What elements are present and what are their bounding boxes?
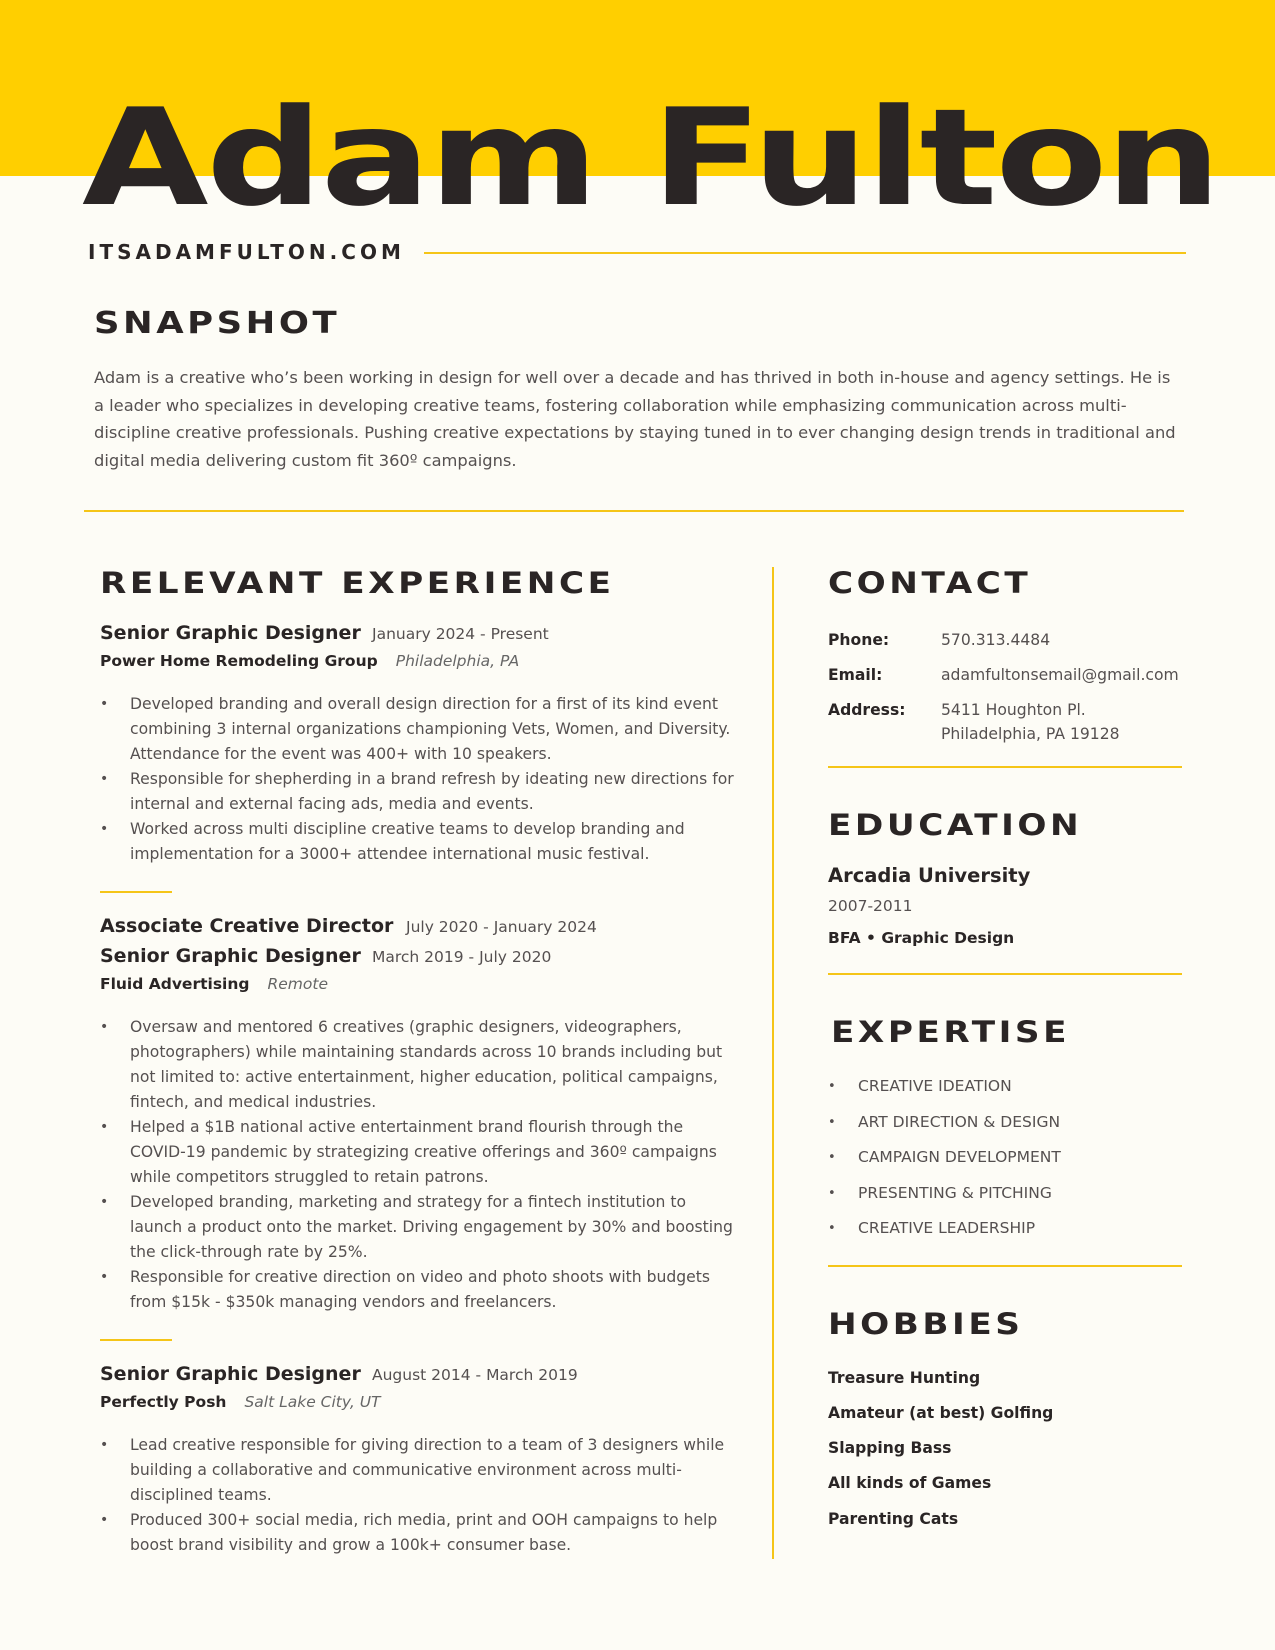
email-label: Email: [828,666,883,684]
hobbies-list [828,1361,1208,1537]
job-date: March 2019 - July 2020 [372,948,552,966]
experience-heading: RELEVANT EXPERIENCE [100,566,615,600]
job-divider [100,891,172,893]
email-value[interactable]: adamfultonsemail@gmail.com [941,666,1179,684]
website-link[interactable]: ITSADAMFULTON.COM [88,240,405,264]
sidebar-divider [828,766,1182,768]
company-name: Fluid Advertising [100,975,250,993]
address-line: 5411 Houghton Pl. [941,701,1086,719]
list-item: • CREATIVE LEADERSHIP [828,1211,1208,1247]
job-location: Remote [267,975,328,993]
company-name: Perfectly Posh [100,1393,227,1411]
job-location: Salt Lake City, UT [244,1393,381,1411]
job-title: Senior Graphic Designer [100,945,361,967]
education-heading: EDUCATION [828,808,1083,842]
education-entry [828,864,1208,947]
list-item: Treasure Hunting [828,1368,981,1387]
list-item: Slapping Bass [828,1439,952,1458]
job-location: Philadelphia, PA [395,652,520,670]
job-entry [100,1363,740,1558]
list-item: • Lead creative responsible for giving direction to a team of 3 designers while building a collaborative and communicative environment across multi-disciplined teams. [100,1433,740,1508]
header-divider [424,252,1186,254]
job-entry [100,915,740,1315]
expertise-heading: EXPERTISE [831,1015,1070,1049]
sidebar [828,566,1208,1537]
address-line: Philadelphia, PA 19128 [941,725,1120,743]
list-item: • Developed branding, marketing and strategy for a fintech institution to launch a product onto the market. Driving engagement by 30% and boosting the click-through rate by 25%. [100,1190,740,1265]
list-item: All kinds of Games [828,1474,992,1493]
sidebar-divider [828,1265,1182,1267]
job-date: January 2024 - Present [372,625,549,643]
list-item: Amateur (at best) Golfing [828,1403,1054,1422]
experience-section [100,566,740,1558]
list-item: • Responsible for creative direction on video and photo shoots with budgets from $15k - $350k managing vendors and freelancers. [100,1265,740,1315]
list-item: • Oversaw and mentored 6 creatives (graphic designers, videographers, photographers) while maintaining standards across 10 brands including but not limited to: active entertainment, higher education, political campaigns, fintech, and medical industries. [100,1015,740,1115]
list-item: • Produced 300+ social media, rich media, print and OOH campaigns to help boost brand visibility and grow a 100k+ consumer base. [100,1508,740,1558]
job-divider [100,1339,172,1341]
school-name: Arcadia University [828,864,1031,887]
list-item: • Responsible for shepherding in a brand refresh by ideating new directions for internal and external facing ads, media and events. [100,767,740,817]
job-title: Senior Graphic Designer [100,1363,361,1385]
job-bullets [100,1015,740,1315]
job-date: July 2020 - January 2024 [406,918,597,936]
job-entry [100,622,740,867]
sidebar-divider [828,973,1182,975]
list-item: • Developed branding and overall design direction for a first of its kind event combining 3 internal organizations championing Vets, Women, and Diversity. Attendance for the event was 400+ with 10 speakers. [100,692,740,767]
education-degree: BFA • Graphic Design [828,929,1015,947]
snapshot-text: Adam is a creative who’s been working in design for well over a decade and has thrived in both in-house and agency settings. He is a leader who specializes in developing creative teams, fostering collaboration while emphasizing communication across multi-discipline creative professionals. Pushing creative expectations by staying tuned in to ever changing design trends in traditional and digital media delivering custom fit 360º campaigns. [94,368,1176,470]
job-date: August 2014 - March 2019 [372,1366,578,1384]
list-item: • ART DIRECTION & DESIGN [828,1105,1208,1141]
address-label: Address: [828,701,906,719]
list-item: • Worked across multi discipline creative teams to develop branding and implementation for a 3000+ attendee international music festival. [100,817,740,867]
list-item: • CAMPAIGN DEVELOPMENT [828,1140,1208,1176]
contact-heading: CONTACT [828,566,1032,600]
list-item: Parenting Cats [828,1509,959,1528]
snapshot-heading: SNAPSHOT [94,306,341,341]
job-title: Associate Creative Director [100,915,394,937]
company-name: Power Home Remodeling Group [100,652,378,670]
job-bullets [100,692,740,867]
resume-name: Adam Fulton [82,80,1220,236]
column-divider [772,567,774,1559]
contact-list [828,628,1208,746]
list-item: • Helped a $1B national active entertainment brand flourish through the COVID-19 pandemic by strategizing creative offerings and 360º campaigns while competitors struggled to retain patrons. [100,1115,740,1190]
list-item: • CREATIVE IDEATION [828,1069,1208,1105]
address-value [941,698,1120,746]
job-title: Senior Graphic Designer [100,622,361,644]
phone-value[interactable]: 570.313.4484 [941,631,1051,649]
education-years: 2007-2011 [828,897,913,915]
section-divider [84,510,1184,512]
expertise-list [828,1069,1208,1247]
phone-label: Phone: [828,631,890,649]
list-item: • PRESENTING & PITCHING [828,1176,1208,1212]
job-bullets [100,1433,740,1558]
hobbies-heading: HOBBIES [828,1306,1024,1341]
